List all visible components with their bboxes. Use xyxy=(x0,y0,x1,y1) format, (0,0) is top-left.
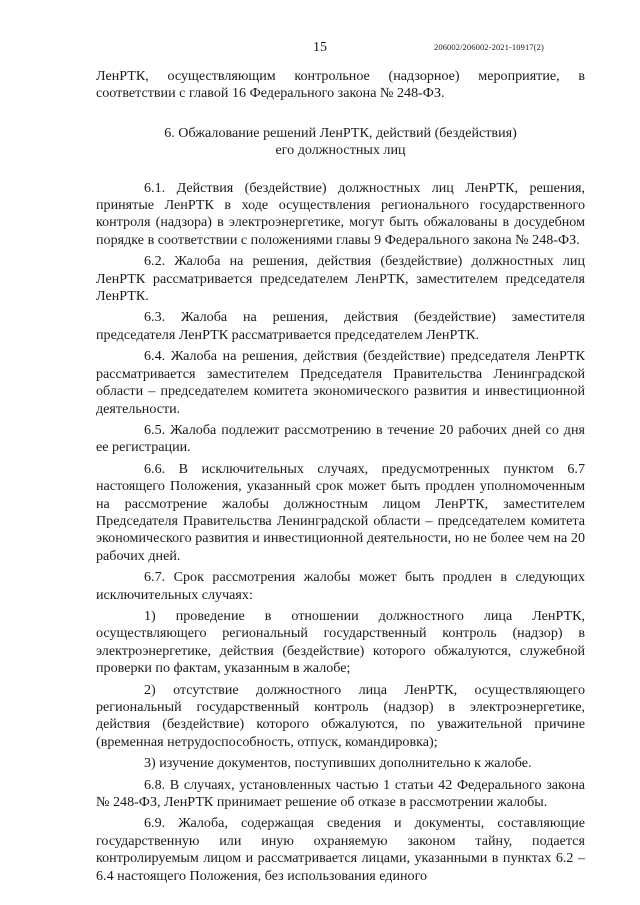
paragraph-6-6: 6.6. В исключительных случаях, предусмотренных пунктом 6.7 настоящего Положения, указанный срок может быть продлен уполномоченным на рассмотрение жалобы должностным лицом ЛенРТК, заместителем Председателя Правительства Ленинградской области – председателем комитета экономического развития и инвестиционной деятельности, но не более чем на 20 рабочих дней. xyxy=(96,460,585,564)
paragraph-6-4: 6.4. Жалоба на решения, действия (бездействие) председателя ЛенРТК рассматривается заместителем Председателя Правительства Ленинградской области – председателем комитета экономического развития и инвестиционной деятельности. xyxy=(96,348,585,417)
paragraph-6-9: 6.9. Жалоба, содержащая сведения и документы, составляющие государственную или иную охраняемую законом тайну, подается контролируемым лицом и рассматривается лицами, указанными в пунктах 6.2 – 6.4 настоящего Положения, без использования единого xyxy=(96,815,585,884)
section-title-line-1: 6. Обжалование решений ЛенРТК, действий (бездействия) xyxy=(164,124,517,141)
intro-paragraph: ЛенРТК, осуществляющим контрольное (надзорное) мероприятие, в соответствии с главой 16 Федерального закона № 248-ФЗ. xyxy=(96,68,585,102)
paragraph-6-3: 6.3. Жалоба на решения, действия (бездействие) заместителя председателя ЛенРТК рассматривается председателем ЛенРТК. xyxy=(96,309,585,343)
page-number: 15 xyxy=(313,40,327,55)
section-heading xyxy=(96,125,585,160)
paragraph-6-1: 6.1. Действия (бездействие) должностных лиц ЛенРТК, решения, принятые ЛенРТК в ходе осуществления регионального государственного контроля (надзора) в электроэнергетике, могут быть обжалованы в досудебном порядке в соответствии с положениями главы 9 Федерального закона № 248-ФЗ. xyxy=(96,179,585,248)
list-item-3: 3) изучение документов, поступивших дополнительно к жалобе. xyxy=(144,755,532,772)
list-item-1: 1) проведение в отношении должностного лица ЛенРТК, осуществляющего региональный государственный контроль (надзор) в электроэнергетике, действия (бездействие) которого обжалуются, служебной проверки по фактам, указанным в жалобе; xyxy=(96,607,585,677)
paragraph-6-5: 6.5. Жалоба подлежит рассмотрению в течение 20 рабочих дней со дня ее регистрации. xyxy=(96,421,585,456)
list-item-2: 2) отсутствие должностного лица ЛенРТК, осуществляющего региональный государственный контроль (надзор) в электроэнергетике, действия (бездействие) которого обжалуются, по уважительной причине (временная нетрудоспособность, отпуск, командировка); xyxy=(96,681,585,750)
document-registration-code: 206002/206002-2021-10917(2) xyxy=(434,42,544,52)
paragraph-6-2: 6.2. Жалоба на решения, действия (бездействие) должностных лиц ЛенРТК рассматривается председателем ЛенРТК, заместителем председателя ЛенРТК. xyxy=(96,253,585,305)
paragraph-6-8: 6.8. В случаях, установленных частью 1 статьи 42 Федерального закона № 248-ФЗ, ЛенРТК принимает решение об отказе в рассмотрении жалобы. xyxy=(96,776,585,811)
document-body xyxy=(96,68,585,889)
section-title-line-2: его должностных лиц xyxy=(275,142,406,159)
paragraph-6-7: 6.7. Срок рассмотрения жалобы может быть продлен в следующих исключительных случаях: xyxy=(96,569,585,603)
